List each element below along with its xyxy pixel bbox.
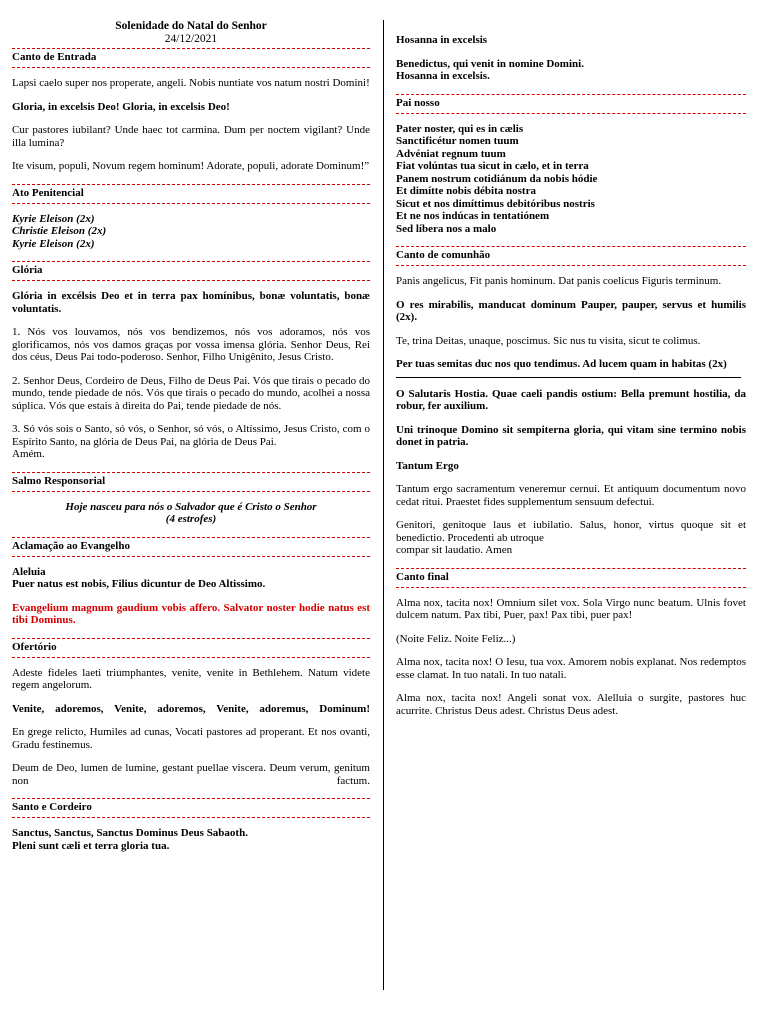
tantum-ergo-verse-1: Tantum ergo sacramentum veneremur cernui. Et antiquum documentum novo cedat ritui. Praestet fides supplementum sensuum defectui. bbox=[396, 483, 746, 508]
sanctus-line-1: Sanctus, Sanctus, Sanctus Dominus Deus Sabaoth. bbox=[12, 827, 248, 839]
entrada-verse-1: Lapsi caelo super nos properate, angeli. Nobis nuntiate vos natum nostri Domini! bbox=[12, 77, 370, 89]
right-column bbox=[396, 0, 746, 1024]
gloria-part-1: 1. Nós vos louvamos, nós vos bendizemos, nós vos adoramos, nós vos glorificamos, nós vos damos graças por vossa imensa glória. Senhor Deus, Rei dos céus, Deus Pai todo-poderoso. Senhor, Filho Unigênito, Jesus Cristo. bbox=[12, 326, 370, 363]
tantum-ergo-verse-2: Genitori, genitoque laus et iubilatio. Salus, honor, virtus quoque sit et benedictio. Procedenti ab utroque bbox=[396, 519, 746, 544]
entrada-verse-2: Cur pastores iubilant? Unde haec tot carmina. Dum per noctem vigilant? Unde illa lumina? bbox=[12, 124, 370, 149]
pater-noster-line: Et dimítte nobis débita nostra bbox=[396, 185, 536, 197]
benedictus-line: Benedictus, qui venit in nomine Domini. bbox=[396, 57, 584, 70]
left-column bbox=[12, 0, 370, 1024]
pater-noster-line: Fiat volúntas tua sicut in cælo, et in terra bbox=[396, 160, 589, 172]
comunhao-verse-3: Per tuas semitas duc nos quo tendimus. Ad lucem quam in habitas (2x) bbox=[396, 358, 727, 370]
pater-noster-line: Panem nostrum cotidiánum da nobis hódie bbox=[396, 172, 598, 185]
pater-noster-lines bbox=[396, 123, 746, 236]
hosanna-line-2: Hosanna in excelsis. bbox=[396, 70, 490, 82]
gloria-part-3: 3. Só vós sois o Santo, só vós, o Senhor, só vós, o Altíssimo, Jesus Cristo, com o Espírito Santo, na glória de Deus Pai, na glória de Deus Pai. bbox=[12, 423, 370, 448]
document-title: Solenidade do Natal do Senhor bbox=[115, 20, 267, 32]
ofertorio-verse-3: Deum de Deo, lumen de lumine, gestant puellae viscera. Deum verum, genitum non factum. bbox=[12, 762, 370, 787]
section-heading-entrada: Canto de Entrada bbox=[12, 48, 370, 68]
column-divider bbox=[383, 20, 384, 990]
document-header bbox=[12, 20, 370, 46]
section-heading-ofertorio: Ofertório bbox=[12, 638, 370, 658]
final-verse-1: Alma nox, tacita nox! Omnium silet vox. Sola Virgo nunc beatum. Ulnis fovet dulcem natum. Pax tibi, Puer, pax! Pax tibi, puer pax! bbox=[396, 596, 746, 621]
salmo-strophes: (4 estrofes) bbox=[165, 513, 217, 525]
horizontal-rule bbox=[396, 377, 741, 378]
ofertorio-refrain: Venite, adoremos, Venite, adoremos, Venite, adoremus, Dominum! bbox=[12, 702, 370, 715]
gloria-latin: Glória in excélsis Deo et in terra pax homínibus, bonæ voluntatis, bonæ voluntatis. bbox=[12, 290, 370, 315]
section-heading-salmo: Salmo Responsorial bbox=[12, 472, 370, 492]
pater-noster-line: Advéniat regnum tuum bbox=[396, 147, 506, 160]
gloria-amen: Amém. bbox=[12, 448, 45, 460]
aclamacao-aleluia: Aleluia bbox=[12, 565, 46, 578]
entrada-verse-3: Ite visum, populi, Novum regem hominum! Adorate, populi, adorate Dominum!” bbox=[12, 160, 370, 172]
entrada-refrain: Gloria, in excelsis Deo! Gloria, in excelsis Deo! bbox=[12, 100, 230, 113]
section-heading-gloria: Glória bbox=[12, 261, 370, 281]
salmo-response: Hoje nasceu para nós o Salvador que é Cristo o Senhor bbox=[65, 500, 317, 513]
ofertorio-verse-1: Adeste fideles laeti triumphantes, venite, venite in Bethlehem. Natum videte regem angelorum. bbox=[12, 666, 370, 691]
pater-noster-line: Sed líbera nos a malo bbox=[396, 222, 497, 235]
christe-line: Christie Eleison (2x) bbox=[12, 225, 107, 237]
ofertorio-verse-2: En grege relicto, Humiles ad cunas, Vocati pastores ad properant. Et nos ovanti, Gradu festinemus. bbox=[12, 726, 370, 751]
aclamacao-evangelium: Evangelium magnum gaudium vobis affero. Salvator noster hodie natus est tibi Dominus. bbox=[12, 601, 370, 626]
comunhao-verse-1: Panis angelicus, Fit panis hominum. Dat panis coelicus Figuris terminum. bbox=[396, 275, 722, 287]
tantum-ergo-amen: compar sit laudatio. Amen bbox=[396, 544, 513, 556]
comunhao-verse-2: Te, trina Deitas, unaque, poscimus. Sic nus tu visita, sicut te colimus. bbox=[396, 334, 701, 347]
salutaris-verse-1: O Salutaris Hostia. Quae caeli pandis ostium: Bella premunt hostilia, da robur, fer auxilium. bbox=[396, 387, 746, 412]
pater-noster-line: Pater noster, qui es in cælis bbox=[396, 122, 524, 135]
final-response: (Noite Feliz. Noite Feliz...) bbox=[396, 632, 516, 645]
comunhao-refrain: O res mirabilis, manducat dominum Pauper, pauper, servus et humilis (2x). bbox=[396, 298, 746, 323]
section-heading-santo: Santo e Cordeiro bbox=[12, 798, 370, 818]
final-verse-3: Alma nox, tacita nox! Angeli sonat vox. Alelluia o surgite, pastores huc acurrite. Christus Deus adest. Christus Deus adest. bbox=[396, 692, 746, 717]
gloria-part-2: 2. Senhor Deus, Cordeiro de Deus, Filho de Deus Pai. Vós que tirais o pecado do mundo, tende piedade de nós. Vós que tirais o pecado do mundo, acolhei a nossa súplica. Vós que estais à direita do Pai, tende piedade de nós. bbox=[12, 374, 370, 412]
aclamacao-verse: Puer natus est nobis, Filius dicuntur de Deo Altissimo. bbox=[12, 578, 266, 590]
pater-noster-line: Et ne nos indúcas in tentatiónem bbox=[396, 210, 550, 222]
sanctus-line-2: Pleni sunt cæli et terra gloria tua. bbox=[12, 839, 170, 852]
section-heading-aclamacao: Aclamação ao Evangelho bbox=[12, 537, 370, 557]
pater-noster-line: Sanctificétur nomen tuum bbox=[396, 135, 519, 147]
kyrie-line-2: Kyrie Eleison (2x) bbox=[12, 237, 95, 250]
kyrie-line-1: Kyrie Eleison (2x) bbox=[12, 212, 95, 225]
section-heading-final: Canto final bbox=[396, 568, 746, 588]
section-heading-penitencial: Ato Penitencial bbox=[12, 184, 370, 204]
document-date: 24/12/2021 bbox=[164, 33, 218, 45]
hosanna-line-1: Hosanna in excelsis bbox=[396, 34, 488, 46]
salutaris-verse-2: Uni trinoque Domino sit sempiterna gloria, qui vitam sine termino nobis donet in patria. bbox=[396, 423, 746, 448]
final-verse-2: Alma nox, tacita nox! O Iesu, tua vox. Amorem nobis explanat. Nos redemptos esse clamat. In tuo natali. In tuo natali. bbox=[396, 656, 746, 681]
section-heading-comunhao: Canto de comunhão bbox=[396, 246, 746, 266]
pater-noster-line: Sicut et nos dimíttimus debitóribus nostris bbox=[396, 197, 595, 210]
tantum-ergo-title: Tantum Ergo bbox=[396, 459, 459, 472]
section-heading-painosso: Pai nosso bbox=[396, 94, 746, 114]
